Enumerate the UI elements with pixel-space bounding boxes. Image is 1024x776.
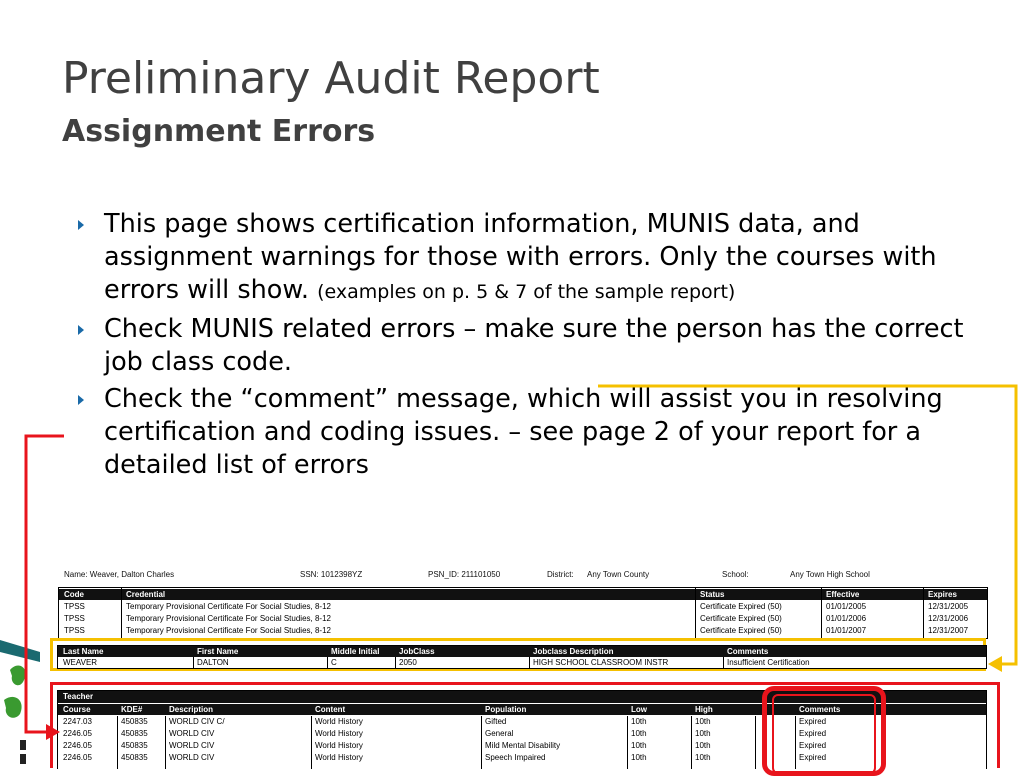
col-code: Code (64, 590, 84, 599)
cell: Gifted (485, 717, 507, 726)
cell: General (485, 729, 514, 738)
cell: 12/31/2006 (928, 614, 969, 623)
report-school: Any Town High School (790, 570, 870, 579)
cell: 12/31/2005 (928, 602, 969, 611)
cell: Insufficient Certification (727, 658, 810, 667)
munis-header-row (58, 646, 986, 657)
cell: 450835 (121, 717, 148, 726)
col-comments: Comments (799, 705, 841, 714)
cell: 01/01/2007 (826, 626, 867, 635)
slide-title: Preliminary Audit Report (62, 53, 600, 104)
cell: Speech Impaired (485, 753, 546, 762)
comments-inner-box (772, 694, 876, 774)
cell: TPSS (64, 614, 85, 623)
bullet-item (78, 313, 968, 379)
bullet-list (78, 208, 968, 486)
cell: C (331, 658, 337, 667)
cell: 01/01/2006 (826, 614, 867, 623)
col-credential: Credential (126, 590, 166, 599)
cell: WORLD CIV (169, 729, 215, 738)
cell: Expired (799, 717, 827, 726)
col-low: Low (631, 705, 647, 714)
bullet-item (78, 208, 968, 309)
cell: 2050 (399, 658, 417, 667)
cell: World History (315, 753, 363, 762)
cell: 450835 (121, 753, 148, 762)
cell: Certificate Expired (50) (700, 602, 782, 611)
bullet-arrow-icon (78, 220, 84, 230)
cell: Temporary Provisional Certificate For Social Studies, 8-12 (126, 626, 331, 635)
col-jobclass: JobClass (399, 647, 435, 656)
cell: 01/01/2005 (826, 602, 867, 611)
report-district-label: District: (547, 570, 574, 579)
cell: WORLD CIV (169, 753, 215, 762)
col-high: High (695, 705, 713, 714)
report-name: Name: Weaver, Dalton Charles (64, 570, 175, 579)
cell: 10th (695, 729, 711, 738)
col-content: Content (315, 705, 346, 714)
cell: 2246.05 (63, 729, 92, 738)
col-jobclass-description: Jobclass Description (533, 647, 614, 656)
bullet-arrow-icon (78, 395, 84, 405)
cell: WORLD CIV (169, 741, 215, 750)
cell: Temporary Provisional Certificate For Social Studies, 8-12 (126, 614, 331, 623)
cell: 12/31/2007 (928, 626, 969, 635)
bullet-arrow-icon (78, 325, 84, 335)
cell: 10th (631, 741, 647, 750)
cell: TPSS (64, 602, 85, 611)
bullet-note: (examples on p. 5 & 7 of the sample report) (317, 281, 736, 303)
col-status: Status (700, 590, 725, 599)
cell: 450835 (121, 741, 148, 750)
col-comments: Comments (727, 647, 769, 656)
report-psn: PSN_ID: 211101050 (428, 570, 501, 579)
table-row (59, 625, 987, 636)
col-expires: Expires (928, 590, 957, 599)
report-district: Any Town County (587, 570, 650, 579)
cell: WORLD CIV C/ (169, 717, 225, 726)
cell: 2246.05 (63, 741, 92, 750)
cell: Expired (799, 753, 827, 762)
decorative-swoosh (0, 640, 40, 768)
cell: 10th (695, 741, 711, 750)
cell: 10th (695, 717, 711, 726)
cell: WEAVER (63, 658, 98, 667)
cell: Certificate Expired (50) (700, 626, 782, 635)
credential-table (58, 587, 988, 639)
cell: Expired (799, 741, 827, 750)
col-course: Course (63, 705, 91, 714)
cell: 10th (631, 729, 647, 738)
cell: Mild Mental Disability (485, 741, 561, 750)
cell: DALTON (197, 658, 229, 667)
report-ssn: SSN: 1012398YZ (300, 570, 363, 579)
credential-header-row (59, 589, 987, 600)
cell: HIGH SCHOOL CLASSROOM INSTR (533, 658, 669, 667)
cell: 2247.03 (63, 717, 92, 726)
col-last-name: Last Name (63, 647, 104, 656)
section-teacher: Teacher (63, 692, 94, 701)
col-middle-initial: Middle Initial (331, 647, 380, 656)
slide-subtitle: Assignment Errors (62, 114, 376, 149)
table-row (58, 657, 986, 668)
col-effective: Effective (826, 590, 860, 599)
table-row (59, 613, 987, 624)
report-school-label: School: (722, 570, 749, 579)
col-description: Description (169, 705, 214, 714)
col-population: Population (485, 705, 527, 714)
cell: World History (315, 717, 363, 726)
bullet-item (78, 383, 968, 482)
cell: World History (315, 729, 363, 738)
table-row (59, 601, 987, 612)
cell: 2246.05 (63, 753, 92, 762)
cell: Temporary Provisional Certificate For Social Studies, 8-12 (126, 602, 331, 611)
munis-table (57, 645, 987, 669)
cell: 450835 (121, 729, 148, 738)
cell: 10th (631, 717, 647, 726)
bullet-text: Check the “comment” message, which will assist you in resolving certification and coding issues. – see page 2 of your report for a detailed list of errors (104, 384, 943, 480)
cell: Certificate Expired (50) (700, 614, 782, 623)
cell: TPSS (64, 626, 85, 635)
cell: 10th (631, 753, 647, 762)
bullet-text: This page shows certification information, MUNIS data, and assignment warnings for those with errors. Only the courses with errors will show. (104, 209, 937, 305)
cell: 10th (695, 753, 711, 762)
cell: Expired (799, 729, 827, 738)
cell: World History (315, 741, 363, 750)
col-first-name: First Name (197, 647, 239, 656)
col-kde: KDE# (121, 705, 143, 714)
bullet-text: Check MUNIS related errors – make sure the person has the correct job class code. (104, 314, 964, 377)
